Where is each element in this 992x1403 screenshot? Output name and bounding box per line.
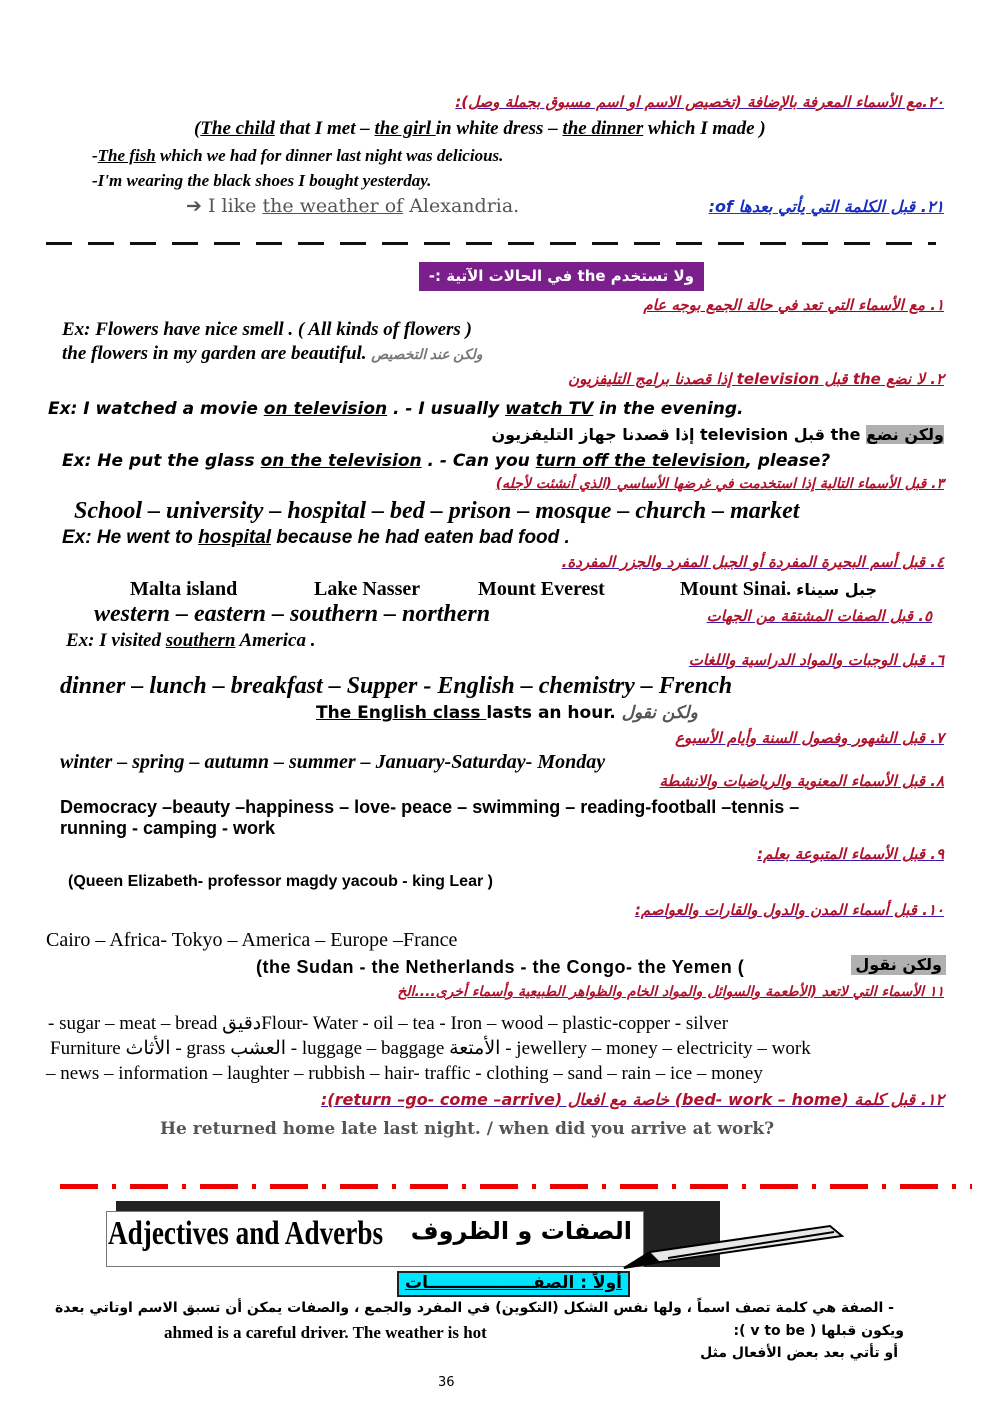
rule-4-word: Malta island: [130, 578, 238, 600]
rule-20-example-3: -I'm wearing the black shoes I bought yesterday.: [92, 171, 432, 190]
example-text: which I made ): [643, 118, 766, 139]
rule-1-heading: ١. مع الأسماء التي تعد في حالة الجمع بوجه عام: [643, 296, 944, 314]
rule-3-example: [62, 527, 570, 549]
adjectives-subtitle: أولاً : الصفــــــــــــــــــات: [397, 1271, 630, 1297]
rule-20-example-1: [194, 118, 766, 140]
rule-4-word: Lake Nasser: [314, 578, 421, 600]
rule-7-words: winter – spring – autumn – summer – January-Saturday- Monday: [60, 751, 606, 773]
example-phrase: hospital: [198, 527, 272, 548]
rule-10-words: Cairo – Africa- Tokyo – America – Europe –France: [46, 929, 458, 951]
dash: -: [92, 146, 98, 165]
example-phrase: turn off the television: [535, 451, 746, 471]
adjectives-title-ar: الصفات و الظروف: [410, 1217, 632, 1245]
example-text: Ex: He put the glass: [62, 451, 261, 471]
rule-9-example: (Queen Elizabeth- professor magdy yacoub - king Lear ): [68, 873, 493, 890]
rule-4-heading: ٤. قبل أسم البحيرة المفردة أو الجبل المفرد والجزر المفردة.: [561, 553, 944, 571]
highlight: ولكن نضع: [866, 425, 944, 444]
example-text: that I met –: [274, 118, 375, 139]
example-text: the flowers in my garden are beautiful.: [62, 343, 367, 364]
divider: [46, 242, 936, 245]
example-text: in white dress –: [435, 118, 563, 139]
rule-5-heading: ٥. قبل الصفات المشتقة من الجهات: [706, 607, 932, 625]
rule-7-heading: ٧. قبل الشهور وفصول السنة وأيام الأسبوع: [675, 729, 944, 747]
rule-8-words-1: Democracy –beauty –happiness – love- peace – swimming – reading-football –tennis –: [60, 797, 800, 817]
rule-9-heading: ٩. قبل الأسماء المتبوعة بعلم:: [757, 845, 944, 863]
rule-21-example: [186, 196, 519, 218]
rule-6-example: [316, 704, 698, 724]
note: ولكن نقول: [621, 703, 698, 723]
adjectives-paragraph-3: أو تأتي بعد بعض الأفعال مثل: [700, 1345, 898, 1361]
rule-11-line-2: Furniture الأثاث - grass العشب - luggage – baggage الأمتعة - jewellery – money – electricity – work: [50, 1038, 811, 1059]
adjectives-paragraph-2: ويكون قبلها ( v to be ):: [733, 1323, 904, 1339]
pencil-icon: [620, 1222, 850, 1278]
example-phrase: The child: [200, 118, 275, 139]
rule-3-words: School – university – hospital – bed – prison – mosque – church – market: [74, 498, 800, 524]
adjectives-title-en: Adjectives and Adverbs: [108, 1215, 384, 1252]
example-phrase: watch TV: [505, 399, 594, 419]
note-text: the قبل television إذا قصدنا جهاز التليفزيون: [491, 425, 867, 444]
example-text: I like: [201, 195, 263, 217]
paren: (: [194, 118, 201, 139]
example-phrase: the dinner: [562, 118, 644, 139]
divider: [60, 1184, 972, 1189]
rule-2-heading: ٢. لا نضع the قبل television إذا قصدنا برامج التليفزيون: [568, 370, 944, 388]
rule-6-words: dinner – lunch – breakfast – Supper - English – chemistry – French: [60, 673, 733, 699]
example-text: Ex: I visited: [66, 630, 166, 651]
rule-1-example-1: Ex: Flowers have nice smell . ( All kinds of flowers ): [62, 319, 472, 340]
page-number: 36: [438, 1375, 455, 1390]
word: Mount Sinai.: [680, 578, 792, 600]
example-text: Ex: He went to: [62, 527, 199, 548]
rule-2-example-1: [48, 400, 744, 420]
rule-6-heading: ٦. قبل الوجبات والمواد الدراسية واللغات: [688, 651, 944, 669]
rule-3-heading: ٣. قبل الأسماء التالية إذا استخدمت في غرضها الأساسي (الذي أنشئت لأجله): [495, 476, 944, 492]
word-ar: جبل سيناء: [796, 580, 878, 599]
example-phrase: The fish: [97, 146, 156, 165]
rule-1-example-2: [62, 343, 483, 365]
rule-12-example: He returned home late last night. / when did you arrive at work?: [160, 1119, 775, 1139]
rule-10-note: ولكن نقول: [851, 955, 946, 975]
rule-4-word: [680, 578, 877, 601]
adjectives-paragraph-1: - الصفة هي كلمة تصف اسماً ، ولها نفس الشكل (التكوين) في المفرد والجمع ، والصفات يمكن أن تسبق الاسم اوتاتي بعدة: [55, 1300, 894, 1316]
rule-8-heading: ٨. قبل الأسماء المعنوية والرياضيات والانشطة: [659, 772, 944, 790]
rule-20-heading: ٢٠.مع الأسماء المعرفة بالإضافة (تخصيص الاسم او اسم مسبوق بجملة وصل):: [455, 93, 944, 111]
note: ولكن عند التخصيص: [371, 348, 483, 363]
example-text: , please?: [745, 451, 831, 471]
rule-12-heading: ١٢. قبل كلمة (bed- work – home) خاصة مع افعال (return –go- come –arrive):: [320, 1090, 944, 1109]
rule-11-line-3: – news – information – laughter – rubbish – hair- traffic - clothing – sand – rain – ice – money: [46, 1063, 763, 1084]
rule-21-heading: ٢١. قبل الكلمة التي يأتي بعدها of:: [708, 197, 944, 216]
arrow-icon: ➔: [186, 195, 202, 217]
example-text: because he had eaten bad food .: [271, 527, 570, 548]
rule-8-words-2: running - camping - work: [60, 818, 275, 838]
rule-11-line-1: - sugar – meat – bread دقيقFlour- Water - oil – tea - Iron – wood – plastic-copper - silver: [48, 1013, 729, 1034]
example-phrase: The English class: [316, 703, 487, 723]
adjectives-example: ahmed is a careful driver. The weather is hot: [164, 1323, 487, 1342]
example-text: . - Can you: [421, 451, 536, 471]
rule-11-heading: ١١ الأسماء التي لاتعد (الأطعمة والسوائل والمواد الخام والظواهر الطبيعية وأسماء أخرى....الخ: [397, 984, 944, 1000]
example-phrase: the weather of: [262, 195, 404, 217]
example-text: America .: [235, 630, 316, 651]
rule-2-example-2: [62, 452, 830, 472]
rule-5-example: [66, 630, 316, 652]
example-text: in the evening.: [593, 399, 744, 419]
rule-2-note: [491, 426, 944, 444]
rule-20-example-2: [92, 146, 503, 166]
example-phrase: on television: [263, 399, 388, 419]
section-banner: ولا تستخدم the في الحالات الآتية :-: [419, 262, 704, 291]
example-text: which we had for dinner last night was delicious.: [155, 146, 504, 165]
rule-5-words: western – eastern – southern – northern: [94, 601, 491, 627]
example-phrase: southern: [165, 630, 236, 651]
example-text: . - I usually: [387, 399, 506, 419]
example-phrase: on the television: [260, 451, 422, 471]
example-text: Alexandria.: [403, 195, 520, 217]
rule-10-example: (the Sudan - the Netherlands - the Congo- the Yemen (: [256, 957, 745, 977]
rule-4-word: Mount Everest: [478, 578, 605, 600]
example-text: Ex: I watched a movie: [48, 399, 264, 419]
example-text: lasts an hour.: [486, 703, 616, 723]
rule-10-heading: ١٠. قبل أسماء المدن والدول والقارات والعواصم:: [634, 901, 944, 919]
example-phrase: the girl: [374, 118, 436, 139]
